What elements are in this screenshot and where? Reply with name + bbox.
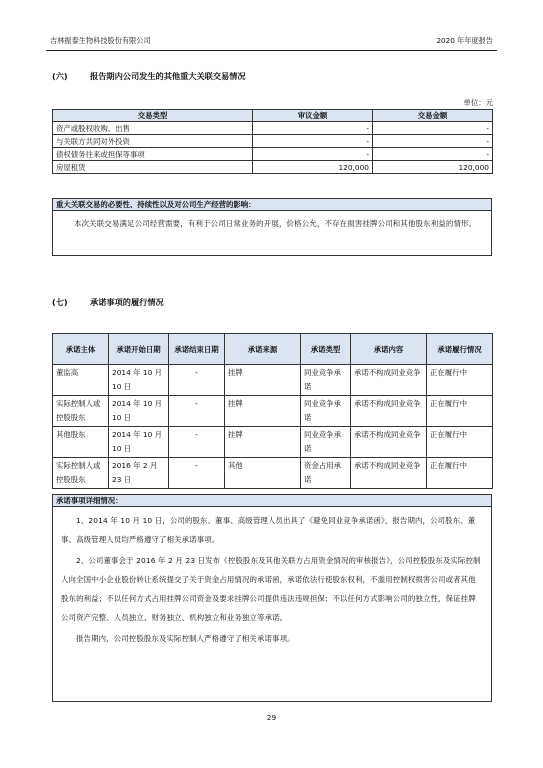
commitment-content: 承诺不构成同业竞争 xyxy=(351,458,427,489)
header-divider xyxy=(46,50,497,51)
section-6-number: (六) xyxy=(52,71,68,81)
end-date: - xyxy=(169,458,225,489)
approved-amount: - xyxy=(253,122,373,135)
impact-heading: 重大关联交易的必要性、持续性以及对公司生产经营的影响： xyxy=(52,198,492,210)
commitment-details-heading: 承诺事项详细情况： xyxy=(52,494,492,506)
commitment-content: 承诺不构成同业竞争 xyxy=(351,365,427,396)
column-header: 承诺履行情况 xyxy=(427,334,493,365)
impact-text: 本次关联交易满足公司经营需要，有利于公司日常业务的开展，价格公允，不存在损害挂牌公司和其他股东利益的情形。 xyxy=(52,210,492,256)
table-row xyxy=(53,365,493,396)
column-header: 承诺类型 xyxy=(301,334,351,365)
column-header: 承诺开始日期 xyxy=(109,334,169,365)
table-row xyxy=(53,458,493,489)
commitment-subject: 实际控制人或控股股东 xyxy=(53,458,109,489)
section-7-number: (七) xyxy=(52,297,68,307)
commitment-content: 承诺不构成同业竞争 xyxy=(351,427,427,458)
section-7-heading: 承诺事项的履行情况 xyxy=(90,297,164,307)
section-6-title xyxy=(52,71,246,82)
transaction-type: 房屋租赁 xyxy=(53,161,253,174)
table-row xyxy=(53,122,493,135)
commitment-source: 挂牌 xyxy=(225,427,301,458)
related-transactions-table xyxy=(52,109,493,174)
commitment-source: 挂牌 xyxy=(225,396,301,427)
fulfillment-status: 正在履行中 xyxy=(427,458,493,489)
commitment-details xyxy=(52,506,492,702)
transaction-amount: - xyxy=(373,148,493,161)
transaction-type: 资产或股权收购、出售 xyxy=(53,122,253,135)
column-header: 交易类型 xyxy=(53,110,253,122)
column-header: 承诺内容 xyxy=(351,334,427,365)
approved-amount: - xyxy=(253,148,373,161)
approved-amount: - xyxy=(253,135,373,148)
table-header-row xyxy=(53,110,493,122)
table-row xyxy=(53,148,493,161)
unit-label: 单位：元 xyxy=(463,98,493,107)
start-date: 2014 年 10 月 10 日 xyxy=(109,396,169,427)
company-name: 吉林振泰生物科技股份有限公司 xyxy=(50,36,151,45)
page-header xyxy=(46,34,497,48)
transaction-type: 债权债务往来或担保等事项 xyxy=(53,148,253,161)
commitment-content: 承诺不构成同业竞争 xyxy=(351,396,427,427)
column-header: 审议金额 xyxy=(253,110,373,122)
commitment-source: 挂牌 xyxy=(225,365,301,396)
table-header-row xyxy=(53,334,493,365)
page-number: 29 xyxy=(266,713,277,722)
transaction-amount: - xyxy=(373,135,493,148)
section-7-title xyxy=(52,297,164,308)
commitment-type: 资金占用承诺 xyxy=(301,458,351,489)
detail-paragraph: 1、2014 年 10 月 10 日，公司的股东、董事、高级管理人员出具了《避免同业竞争承诺函》，报告期内，公司股东、董事、高级管理人员均严格遵守了相关承诺事项。 xyxy=(61,516,476,544)
commitment-type: 同业竞争承诺 xyxy=(301,427,351,458)
column-header: 承诺来源 xyxy=(225,334,301,365)
column-header: 交易金额 xyxy=(373,110,493,122)
detail-paragraph: 报告期内，公司控股股东及实际控制人严格遵守了相关承诺事项。 xyxy=(76,634,295,643)
commitment-source: 其他 xyxy=(225,458,301,489)
fulfillment-status: 正在履行中 xyxy=(427,396,493,427)
commitment-type: 同业竞争承诺 xyxy=(301,396,351,427)
commitments-table xyxy=(52,333,493,489)
fulfillment-status: 正在履行中 xyxy=(427,427,493,458)
start-date: 2016 年 2 月 23 日 xyxy=(109,458,169,489)
commitment-subject: 实际控制人或控股股东 xyxy=(53,396,109,427)
start-date: 2014 年 10 月 10 日 xyxy=(109,427,169,458)
table-row xyxy=(53,396,493,427)
start-date: 2014 年 10 月 10 日 xyxy=(109,365,169,396)
commitment-type: 同业竞争承诺 xyxy=(301,365,351,396)
table-row xyxy=(53,135,493,148)
end-date: - xyxy=(169,396,225,427)
end-date: - xyxy=(169,427,225,458)
transaction-type: 与关联方共同对外投资 xyxy=(53,135,253,148)
transaction-amount: - xyxy=(373,122,493,135)
section-6-heading: 报告期内公司发生的其他重大关联交易情况 xyxy=(90,71,246,81)
approved-amount: 120,000 xyxy=(253,161,373,174)
column-header: 承诺结束日期 xyxy=(169,334,225,365)
report-title: 2020 年年度报告 xyxy=(436,36,493,45)
column-header: 承诺主体 xyxy=(53,334,109,365)
table-row xyxy=(53,427,493,458)
end-date: - xyxy=(169,365,225,396)
detail-paragraph: 2、公司董事会于 2016 年 2 月 23 日发布《控股股东及其他关联方占用资金情况的审核报告》，公司控股股东及实际控制人向全国中小企业股份转让系统提交了关于资金占用情况的承诺函，承诺依法行使股东权利，不滥用控制权损害公司或者其他股东的利益；不以任何方式占用挂牌公司资金及要求挂牌公司提供违法违规担保；不以任何方式影响公司的独立性，保证挂牌公司资产完整、人员独立、财务独立、机构独立和业务独立等承诺。 xyxy=(61,556,481,622)
commitment-subject: 其他股东 xyxy=(53,427,109,458)
commitment-subject: 董监高 xyxy=(53,365,109,396)
transaction-amount: 120,000 xyxy=(373,161,493,174)
table-row xyxy=(53,161,493,174)
fulfillment-status: 正在履行中 xyxy=(427,365,493,396)
